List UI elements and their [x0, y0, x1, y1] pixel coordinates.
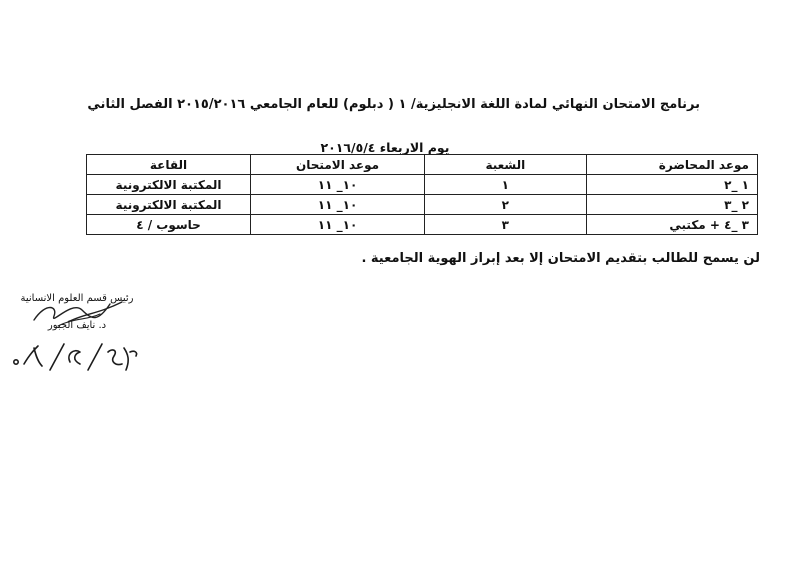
table-row: [87, 175, 758, 195]
header-exam-time: موعد الامتحان: [251, 155, 425, 175]
cell-exam-time: ١٠_ ١١: [251, 175, 425, 195]
cell-room: حاسوب / ٤: [87, 215, 251, 235]
table-header-row: [87, 155, 758, 175]
handwritten-date-icon: [4, 340, 144, 376]
table-row: [87, 215, 758, 235]
cell-section: ٢: [425, 195, 587, 215]
cell-exam-time: ١٠_ ١١: [251, 195, 425, 215]
header-section: الشعبة: [425, 155, 587, 175]
cell-room: المكتبة الالكترونية: [87, 195, 251, 215]
signatory-title: رئيس قسم العلوم الانسانية: [20, 293, 134, 304]
cell-exam-time: ١٠_ ١١: [251, 215, 425, 235]
exam-date: يوم الاربعاء ٢٠١٦/٥/٤: [320, 140, 450, 155]
table-row: [87, 195, 758, 215]
id-requirement-note: لن يسمح للطالب بتقديم الامتحان إلا بعد إبراز الهوية الجامعية .: [361, 251, 760, 266]
header-lecture-time: موعد المحاضرة: [586, 155, 757, 175]
cell-lecture-time: ٣ _٤ + مكتبي: [586, 215, 757, 235]
cell-room: المكتبة الالكترونية: [87, 175, 251, 195]
exam-schedule-table: [86, 154, 758, 235]
cell-section: ١: [425, 175, 587, 195]
cell-lecture-time: ٢ _٣: [586, 195, 757, 215]
document-title: برنامج الامتحان النهائي لمادة اللغة الانجليزية/ ١ ( دبلوم) للعام الجامعي ٢٠١٥/٢٠١٦ الفصل الثاني: [87, 97, 700, 112]
cell-lecture-time: ١ _٢: [586, 175, 757, 195]
header-room: القاعة: [87, 155, 251, 175]
signatory-name: د. نايف الجبور: [47, 320, 107, 331]
cell-section: ٣: [425, 215, 587, 235]
